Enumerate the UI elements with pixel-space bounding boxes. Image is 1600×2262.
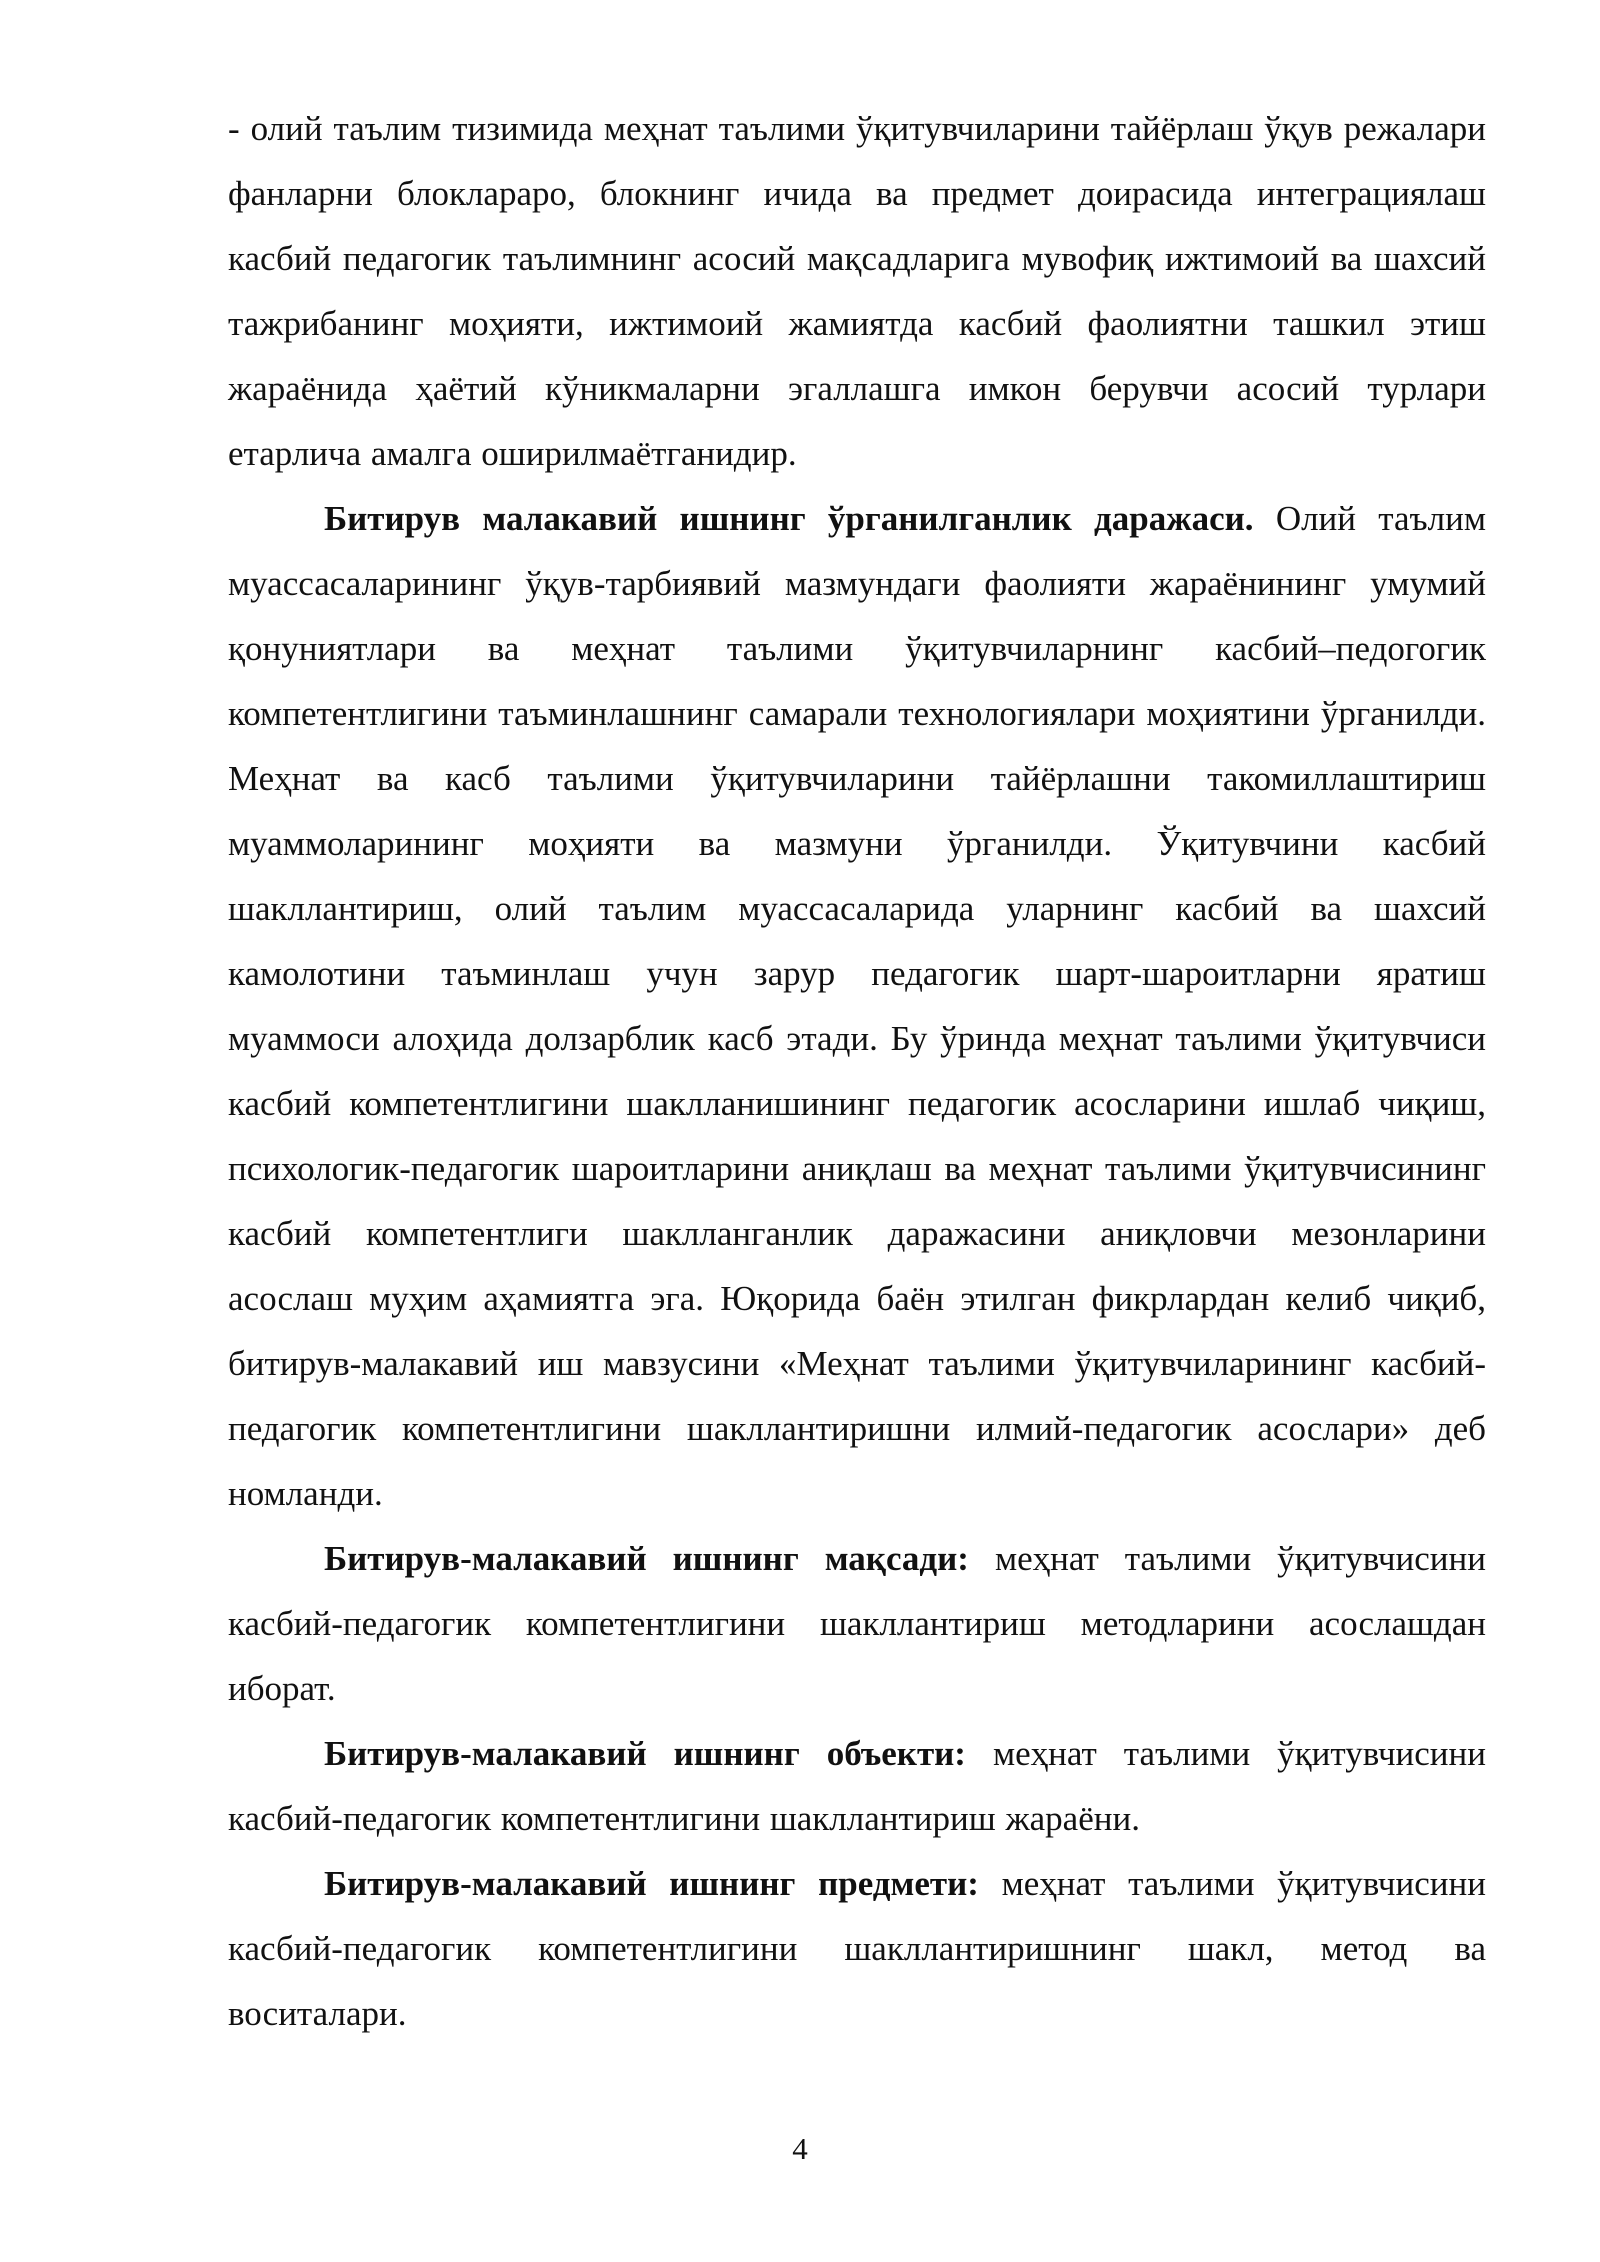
document-body xyxy=(228,96,1486,2046)
paragraph-research-level xyxy=(228,486,1486,1526)
paragraph-object xyxy=(228,1721,1486,1851)
paragraph-text: меҳнат таълими ўқитувчисини касбий-педагогик компетентлигини шакллантириш жараёни. xyxy=(228,1734,1487,1838)
paragraph-subject xyxy=(228,1851,1486,2046)
paragraph-text: Олий таълим муассасаларининг ўқув-тарбиявий мазмундаги фаолияти жараёнининг умумий қонуниятлари ва меҳнат таълими ўқитувчиларнинг касбий–педогогик компетентлигини таъминлашнинг самарали технологиялари моҳиятини ўрганилди. Меҳнат ва касб таълими ўқитувчиларини тайёрлашни такомиллаштириш муаммоларининг моҳияти ва мазмуни ўрганилди. Ўқитувчини касбий шакллантириш, олий таълим муассасаларида уларнинг касбий ва шахсий камолотини таъминлаш учун зарур педагогик шарт-шароитларни яратиш муаммоси алоҳида долзарблик касб этади. Бу ўринда меҳнат таълими ўқитувчиси касбий компетентлигини шаклланишининг педагогик асосларини ишлаб чиқиш, психологик-педагогик шароитларини аниқлаш ва меҳнат таълими ўқитувчисининг касбий компетентлиги шаклланганлик даражасини аниқловчи мезонларини асослаш муҳим аҳамиятга эга. Юқорида баён этилган фикрлардан келиб чиқиб, битирув-малакавий иш мавзусини «Меҳнат таълими ўқитувчиларининг касбий-педагогик компетентлигини шакллантиришни илмий-педагогик асослари» деб номланди. xyxy=(228,499,1486,1513)
paragraph-text: меҳнат таълими ўқитувчисини касбий-педагогик компетентлигини шакллантириш методларини асослашдан иборат. xyxy=(228,1539,1486,1708)
paragraph-heading: Битирув-малакавий ишнинг объекти: xyxy=(324,1734,966,1773)
paragraph-text: меҳнат таълими ўқитувчисини касбий-педагогик компетентлигини шакллантиришнинг шакл, метод ва воситалари. xyxy=(228,1864,1486,2033)
paragraph-text: - олий таълим тизимида меҳнат таълими ўқитувчиларини тайёрлаш ўқув режалари фанларни блоклараро, блокнинг ичида ва предмет доирасида интеграциялаш касбий педагогик таълимнинг асосий мақсадларига мувофиқ ижтимоий ва шахсий тажрибанинг моҳияти, ижтимоий жамиятда касбий фаолиятни ташкил этиш жараёнида ҳаётий кўникмаларни эгаллашга имкон берувчи асосий турлари етарлича амалга оширилмаётганидир. xyxy=(228,109,1486,473)
paragraph-heading: Битирув-малакавий ишнинг предмети: xyxy=(324,1864,979,1903)
paragraph-heading: Битирув-малакавий ишнинг мақсади: xyxy=(324,1539,969,1578)
paragraph-goal xyxy=(228,1526,1486,1721)
page-number: 4 xyxy=(792,2131,808,2166)
paragraph-heading: Битирув малакавий ишнинг ўрганилганлик даражаси. xyxy=(324,499,1254,538)
paragraph-intro xyxy=(228,96,1486,486)
